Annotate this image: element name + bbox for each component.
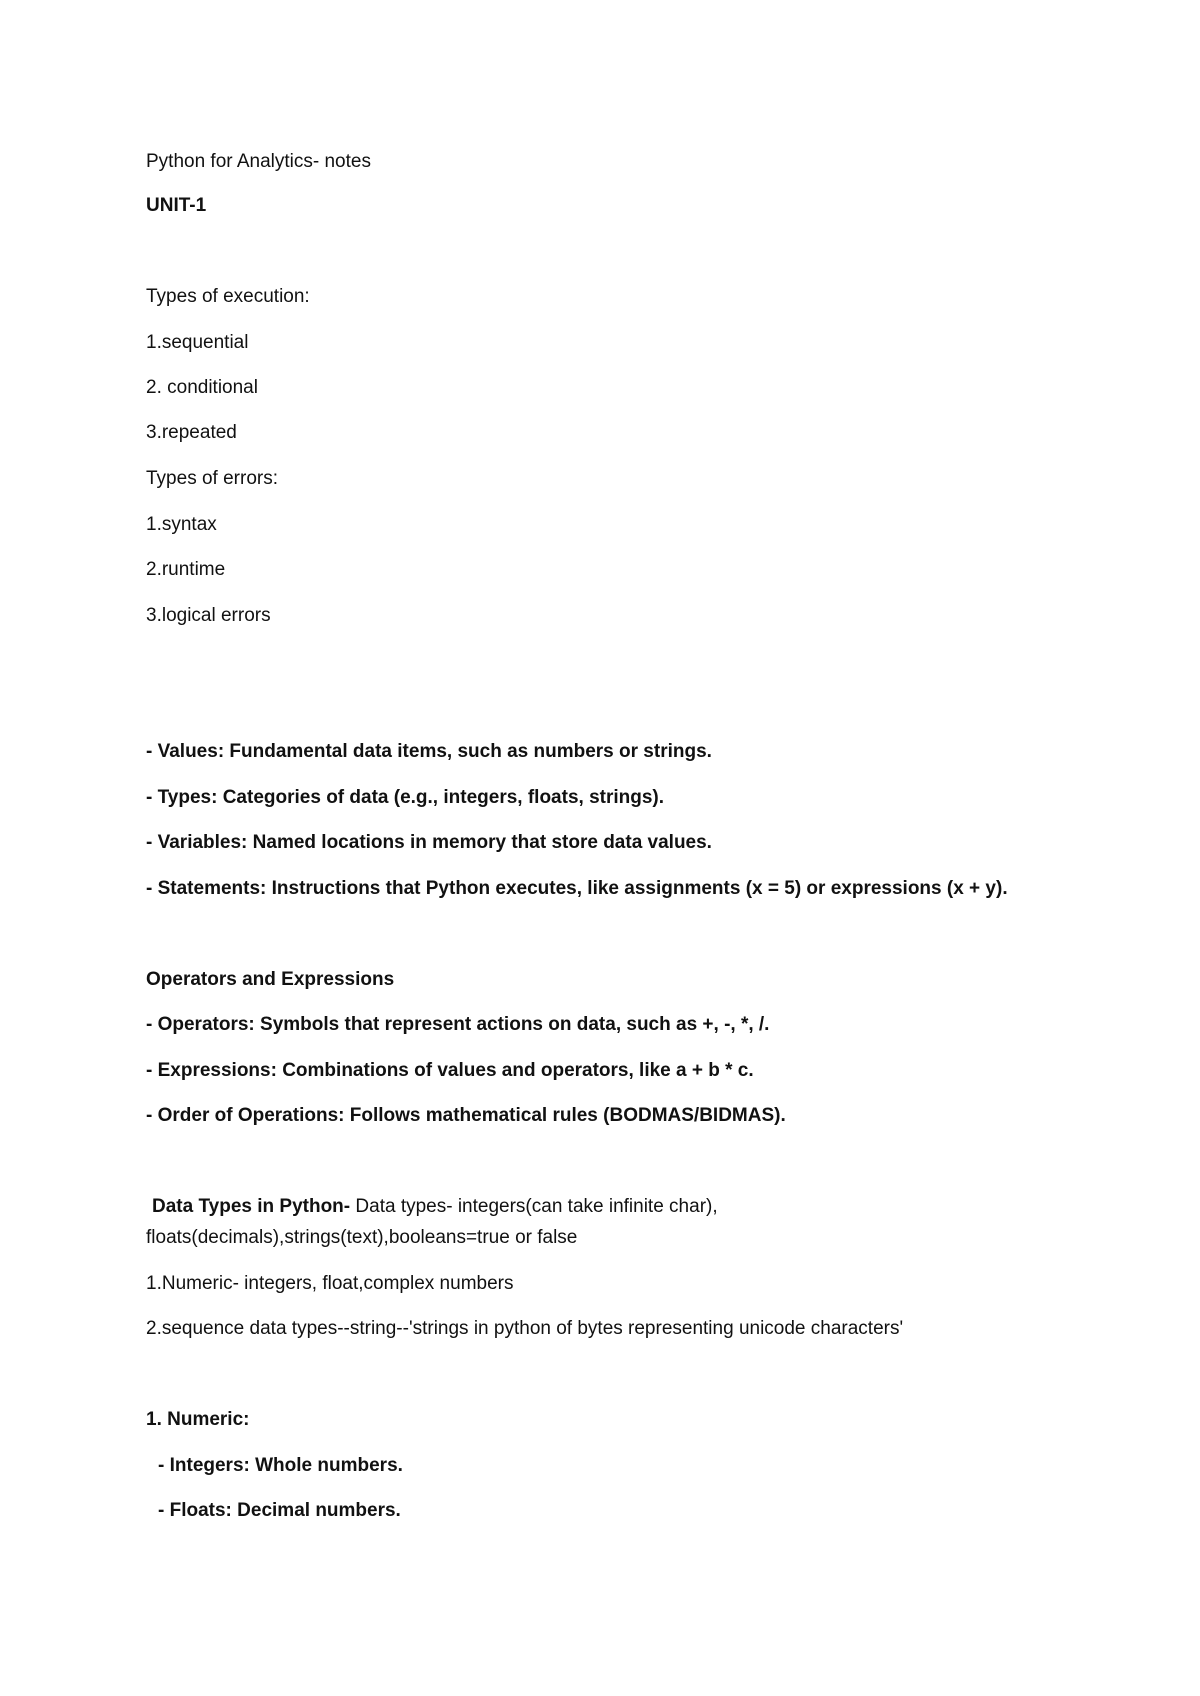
errors-heading: Types of errors: (146, 468, 278, 489)
operators-item: - Order of Operations: Follows mathematical rules (BODMAS/BIDMAS). (146, 1105, 786, 1126)
errors-item: 1.syntax (146, 514, 217, 535)
numeric-item: - Integers: Whole numbers. (158, 1455, 403, 1476)
errors-item: 3.logical errors (146, 605, 271, 626)
execution-item: 3.repeated (146, 422, 237, 443)
execution-heading: Types of execution: (146, 286, 310, 307)
definition-line: - Types: Categories of data (e.g., integers, floats, strings). (146, 787, 665, 808)
numeric-heading: 1. Numeric: (146, 1409, 250, 1430)
operators-heading: Operators and Expressions (146, 969, 395, 990)
execution-item: 1.sequential (146, 332, 249, 353)
data-types-intro-continued: floats(decimals),strings(text),booleans=true or false (146, 1227, 578, 1248)
numeric-item: - Floats: Decimal numbers. (158, 1500, 401, 1521)
data-types-item: 2.sequence data types--string--'strings in python of bytes representing unicode characters' (146, 1318, 904, 1339)
execution-item: 2. conditional (146, 377, 258, 398)
definition-line: - Values: Fundamental data items, such as numbers or strings. (146, 741, 712, 762)
definition-line: - Variables: Named locations in memory that store data values. (146, 832, 712, 853)
data-types-heading: Data Types in Python- (152, 1196, 351, 1217)
document-title: Python for Analytics- notes (146, 151, 371, 172)
data-types-item: 1.Numeric- integers, float,complex numbers (146, 1273, 514, 1294)
data-types-paragraph (146, 1195, 718, 1219)
unit-heading: UNIT-1 (146, 195, 207, 216)
definition-line: - Statements: Instructions that Python executes, like assignments (x = 5) or expressions (x + y). (146, 878, 1008, 899)
operators-item: - Expressions: Combinations of values and operators, like a + b * c. (146, 1060, 754, 1081)
errors-item: 2.runtime (146, 559, 226, 580)
operators-item: - Operators: Symbols that represent actions on data, such as +, -, *, /. (146, 1014, 770, 1035)
data-types-intro: Data types- integers(can take infinite char), (350, 1196, 718, 1217)
